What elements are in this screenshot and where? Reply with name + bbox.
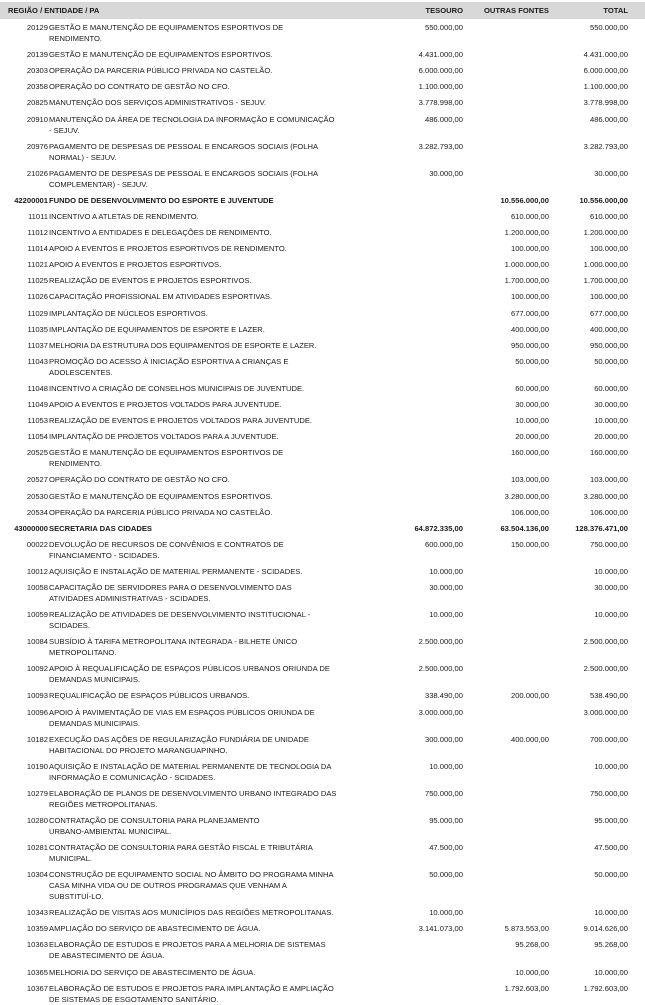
row-code: 11035	[27, 324, 48, 334]
row-code: 20527	[26, 475, 48, 485]
row-total: 1.700.000,00	[583, 276, 628, 286]
row-code: 11054	[27, 432, 48, 442]
row-total: 677.000,00	[589, 308, 628, 318]
row-outras-fontes: 1.200.000,00	[504, 228, 549, 237]
entity-row	[0, 523, 645, 534]
row-total: 700.000,00	[589, 734, 628, 744]
table-row	[0, 507, 645, 518]
row-total: 2.500.000,00	[583, 637, 628, 647]
table-row	[0, 842, 645, 864]
row-description: APOIO A EVENTOS E PROJETOS ESPORTIVOS.	[49, 260, 222, 270]
row-description: REALIZAÇÃO DE EVENTOS E PROJETOS VOLTADOS PARA JUVENTUDE.	[49, 416, 313, 426]
row-description: OPERAÇÃO DO CONTRATO DE GESTÃO NO CFO.	[49, 82, 230, 92]
row-total: 538.490,00	[589, 691, 628, 701]
row-outras-fontes: 610.000,00	[510, 211, 549, 221]
row-code: 10058	[26, 583, 48, 592]
row-description: APOIO A EVENTOS E PROJETOS VOLTADOS PARA JUVENTUDE.	[49, 400, 282, 409]
table-row	[0, 923, 645, 934]
row-total: 30.000,00	[594, 168, 628, 178]
row-total: 486.000,00	[589, 114, 628, 124]
row-code: 11049	[27, 400, 48, 409]
row-total: 50.000,00	[594, 870, 628, 880]
row-description: PROMOÇÃO DO ACESSO À INICIAÇÃO ESPORTIVA A CRIANÇAS E ADOLESCENTES.	[49, 356, 289, 377]
row-tesouro: 600.000,00	[424, 539, 463, 549]
row-outras-fontes: 5.873.553,00	[504, 924, 549, 934]
table-row	[0, 609, 645, 631]
row-description: CAPACITAÇÃO PROFISSIONAL EM ATIVIDADES ESPORTIVAS.	[49, 292, 273, 302]
row-code: 00022	[26, 539, 48, 549]
table-row	[0, 308, 645, 319]
row-outras-fontes: 103.000,00	[510, 475, 549, 485]
row-total: 30.000,00	[594, 583, 628, 592]
table-row	[0, 539, 645, 561]
row-tesouro: 3.000.000,00	[418, 707, 463, 717]
row-code: 42200001	[14, 195, 48, 205]
row-outras-fontes: 95.268,00	[515, 940, 549, 950]
row-total: 128.376.471,00	[575, 523, 628, 533]
table-row	[0, 168, 645, 190]
row-description: SUBSÍDIO À TARIFA METROPOLITANA INTEGRADA - BILHETE ÚNICO METROPOLITANO.	[49, 637, 298, 658]
row-total: 95.000,00	[594, 815, 628, 825]
row-code: 21026	[26, 168, 48, 178]
row-outras-fontes: 100.000,00	[510, 292, 549, 302]
row-tesouro: 47.500,00	[429, 843, 463, 852]
table-row	[0, 636, 645, 658]
table-row	[0, 431, 645, 442]
row-description: MELHORIA DA ESTRUTURA DOS EQUIPAMENTOS DE ESPORTE E LAZER.	[49, 340, 317, 350]
row-code: 10365	[26, 967, 48, 977]
row-code: 10279	[26, 788, 48, 798]
row-code: 10093	[26, 691, 48, 701]
row-description: MELHORIA DO SERVIÇO DE ABASTECIMENTO DE ÁGUA.	[49, 967, 256, 977]
row-code: 11025	[27, 276, 48, 286]
row-total: 10.000,00	[594, 967, 628, 977]
table-row	[0, 491, 645, 502]
row-description: CONTRATAÇÃO DE CONSULTORIA PARA PLANEJAMENTO URBANO-AMBIENTAL MUNICIPAL.	[49, 815, 260, 836]
row-tesouro: 550.000,00	[424, 23, 463, 32]
row-tesouro: 750.000,00	[424, 788, 463, 798]
table-row	[0, 141, 645, 163]
row-tesouro: 30.000,00	[429, 168, 463, 178]
row-outras-fontes: 10.000,00	[515, 416, 549, 426]
table-row	[0, 761, 645, 783]
row-code: 11011	[28, 211, 48, 221]
row-outras-fontes: 1.000.000,00	[504, 260, 549, 270]
row-tesouro: 3.282.793,00	[418, 141, 463, 151]
table-row	[0, 114, 645, 136]
row-outras-fontes: 50.000,00	[515, 356, 549, 366]
row-code: 10343	[26, 908, 48, 918]
table-row	[0, 815, 645, 837]
row-code: 20139	[26, 50, 48, 60]
row-description: INCENTIVO A ATLETAS DE RENDIMENTO.	[49, 211, 199, 221]
row-code: 11014	[27, 244, 48, 254]
row-code: 11012	[27, 228, 48, 237]
table-row	[0, 967, 645, 978]
table-row	[0, 788, 645, 810]
row-outras-fontes: 60.000,00	[515, 383, 549, 393]
row-total: 50.000,00	[594, 356, 628, 366]
row-code: 11037	[27, 340, 48, 350]
table-row	[0, 707, 645, 729]
row-outras-fontes: 10.556.000,00	[500, 195, 549, 205]
row-outras-fontes: 1.792.603,00	[504, 983, 549, 993]
row-total: 100.000,00	[589, 244, 628, 254]
row-description: AQUISIÇÃO E INSTALAÇÃO DE MATERIAL PERMANENTE - SCIDADES.	[49, 566, 303, 576]
row-total: 550.000,00	[589, 23, 628, 32]
header-tesouro: TESOURO	[425, 6, 463, 15]
row-description: IMPLANTAÇÃO DE EQUIPAMENTOS DE ESPORTE E LAZER.	[49, 324, 265, 334]
table-row	[0, 324, 645, 335]
row-outras-fontes: 677.000,00	[510, 308, 549, 318]
row-code: 10182	[26, 734, 48, 744]
row-total: 100.000,00	[589, 292, 628, 302]
table-row	[0, 869, 645, 902]
row-code: 11048	[27, 383, 48, 393]
row-description: ELABORAÇÃO DE ESTUDOS E PROJETOS PARA A MELHORIA DE SISTEMAS DE ABASTECIMENTO DE ÁGUA.	[49, 940, 326, 961]
row-description: APOIO À REQUALIFICAÇÃO DE ESPAÇOS PÚBLICOS URBANOS ORIUNDA DE DEMANDAS MUNICIPAIS.	[49, 664, 330, 685]
row-outras-fontes: 30.000,00	[515, 400, 549, 409]
row-description: SECRETARIA DAS CIDADES	[49, 523, 152, 533]
row-code: 10190	[26, 761, 48, 771]
row-description: CAPACITAÇÃO DE SERVIDORES PARA O DESENVOLVIMENTO DAS ATIVIDADES ADMINISTRATIVAS - SCIDADES.	[49, 583, 292, 603]
table-row	[0, 447, 645, 469]
row-code: 10304	[26, 870, 48, 880]
row-total: 1.200.000,00	[583, 228, 628, 237]
row-code: 20525	[26, 448, 48, 458]
row-outras-fontes: 63.504.136,00	[500, 523, 549, 533]
row-total: 1.100.000,00	[583, 82, 628, 92]
row-description: INCENTIVO A CRIAÇÃO DE CONSELHOS MUNICIPAIS DE JUVENTUDE.	[49, 383, 305, 393]
row-tesouro: 10.000,00	[429, 610, 463, 620]
row-description: REQUALIFICAÇÃO DE ESPAÇOS PÚBLICOS URBANOS.	[49, 691, 250, 701]
table-row	[0, 243, 645, 254]
row-total: 47.500,00	[594, 843, 628, 852]
row-total: 750.000,00	[589, 539, 628, 549]
row-outras-fontes: 400.000,00	[510, 324, 549, 334]
table-row	[0, 22, 645, 44]
row-tesouro: 1.100.000,00	[418, 82, 463, 92]
row-tesouro: 2.500.000,00	[418, 637, 463, 647]
row-code: 20910	[26, 114, 48, 124]
table-row	[0, 227, 645, 238]
row-tesouro: 3.778.998,00	[418, 98, 463, 108]
row-code: 43000000	[14, 523, 48, 533]
table-row	[0, 259, 645, 270]
row-total: 1.000.000,00	[583, 260, 628, 270]
table-row	[0, 65, 645, 76]
row-total: 60.000,00	[594, 383, 628, 393]
row-description: OPERAÇÃO DO CONTRATO DE GESTÃO NO CFO.	[49, 475, 230, 485]
table-row	[0, 415, 645, 426]
row-description: ELABORAÇÃO DE ESTUDOS E PROJETOS PARA IMPLANTAÇÃO E AMPLIAÇÃO DE SISTEMAS DE ESGOTAMENTO SANITÁRIO.	[49, 983, 334, 1004]
row-description: CONTRATAÇÃO DE CONSULTORIA PARA GESTÃO FISCAL E TRIBUTÁRIA MUNICIPAL.	[49, 843, 313, 863]
row-total: 10.000,00	[594, 566, 628, 576]
row-code: 20530	[26, 491, 48, 501]
row-tesouro: 95.000,00	[429, 815, 463, 825]
table-row	[0, 399, 645, 410]
row-description: OPERAÇÃO DA PARCERIA PÚBLICO PRIVADA NO CASTELÃO.	[49, 507, 273, 517]
row-total: 10.000,00	[594, 416, 628, 426]
row-description: OPERAÇÃO DA PARCERIA PÚBLICO PRIVADA NO CASTELÃO.	[49, 66, 273, 76]
row-tesouro: 10.000,00	[429, 566, 463, 576]
row-tesouro: 338.490,00	[424, 691, 463, 701]
row-description: REALIZAÇÃO DE ATIVIDADES DE DESENVOLVIMENTO INSTITUCIONAL - SCIDADES.	[49, 610, 311, 631]
row-code: 10367	[26, 983, 48, 993]
row-total: 10.000,00	[594, 610, 628, 620]
row-outras-fontes: 106.000,00	[510, 507, 549, 517]
row-tesouro: 64.872.335,00	[414, 523, 463, 533]
row-total: 10.000,00	[594, 908, 628, 918]
row-description: EXECUÇÃO DAS AÇÕES DE REGULARIZAÇÃO FUNDIÁRIA DE UNIDADE HABITACIONAL DO PROJETO MARANGUAPINHO.	[49, 734, 309, 755]
table-row	[0, 566, 645, 577]
row-outras-fontes: 100.000,00	[510, 244, 549, 254]
row-code: 10359	[26, 924, 48, 934]
row-description: FUNDO DE DESENVOLVIMENTO DO ESPORTE E JUVENTUDE	[49, 195, 274, 205]
row-description: INCENTIVO A ENTIDADES E DELEGAÇÕES DE RENDIMENTO.	[49, 228, 272, 237]
row-description: CONSTRUÇÃO DE EQUIPAMENTO SOCIAL NO ÂMBITO DO PROGRAMA MINHA CASA MINHA VIDA OU DE OUTROS PROGRAMAS QUE VENHAM A SUBSTITUÍ-LO.	[49, 870, 334, 902]
row-description: IMPLANTAÇÃO DE PROJETOS VOLTADOS PARA A JUVENTUDE.	[49, 432, 279, 442]
table-row	[0, 663, 645, 685]
row-description: AMPLIAÇÃO DO SERVIÇO DE ABASTECIMENTO DE ÁGUA.	[49, 924, 261, 934]
row-code: 20825	[26, 98, 48, 108]
row-code: 20303	[26, 66, 48, 76]
table-row	[0, 81, 645, 92]
header-outras-fontes: OUTRAS FONTES	[484, 6, 549, 15]
row-code: 10092	[26, 664, 48, 674]
row-tesouro: 300.000,00	[424, 734, 463, 744]
row-code: 10280	[26, 815, 48, 825]
row-total: 1.792.603,00	[583, 983, 628, 993]
row-outras-fontes: 20.000,00	[515, 432, 549, 442]
row-code: 20534	[26, 507, 48, 517]
row-total: 3.778.998,00	[583, 98, 628, 108]
row-outras-fontes: 950.000,00	[510, 340, 549, 350]
row-outras-fontes: 3.280.000,00	[504, 491, 549, 501]
row-code: 10084	[26, 637, 48, 647]
row-description: AQUISIÇÃO E INSTALAÇÃO DE MATERIAL PERMANENTE DE TECNOLOGIA DA INFORMAÇÃO E COMUNICAÇÃO - SCIDADES.	[49, 761, 332, 782]
table-row	[0, 340, 645, 351]
row-outras-fontes: 1.700.000,00	[504, 276, 549, 286]
row-total: 20.000,00	[594, 432, 628, 442]
row-tesouro: 3.141.073,00	[418, 924, 463, 934]
row-outras-fontes: 10.000,00	[515, 967, 549, 977]
row-code: 10096	[26, 707, 48, 717]
row-description: IMPLANTAÇÃO DE NÚCLEOS ESPORTIVOS.	[49, 308, 208, 318]
table-row	[0, 582, 645, 604]
row-total: 400.000,00	[589, 324, 628, 334]
row-description: PAGAMENTO DE DESPESAS DE PESSOAL E ENCARGOS SOCIAIS (FOLHA NORMAL) - SEJUV.	[49, 141, 319, 162]
row-tesouro: 486.000,00	[424, 114, 463, 124]
row-tesouro: 4.431.000,00	[418, 50, 463, 60]
row-code: 10059	[26, 610, 48, 620]
row-description: GESTÃO E MANUTENÇÃO DE EQUIPAMENTOS ESPORTIVOS DE RENDIMENTO.	[49, 23, 284, 43]
row-description: REALIZAÇÃO DE EVENTOS E PROJETOS ESPORTIVOS.	[49, 276, 252, 286]
row-description: PAGAMENTO DE DESPESAS DE PESSOAL E ENCARGOS SOCIAIS (FOLHA COMPLEMENTAR) - SEJUV.	[49, 168, 319, 189]
row-total: 9.014.626,00	[583, 924, 628, 934]
row-code: 10363	[26, 940, 48, 950]
table-row	[0, 907, 645, 918]
row-total: 10.556.000,00	[579, 195, 628, 205]
row-outras-fontes: 200.000,00	[510, 691, 549, 701]
row-total: 4.431.000,00	[583, 50, 628, 60]
row-description: APOIO À PAVIMENTAÇÃO DE VIAS EM ESPAÇOS PÚBLICOS ORIUNDA DE DEMANDAS MUNICIPAIS.	[49, 707, 315, 728]
row-description: GESTÃO E MANUTENÇÃO DE EQUIPAMENTOS ESPORTIVOS.	[49, 50, 273, 60]
row-total: 750.000,00	[589, 788, 628, 798]
row-tesouro: 2.500.000,00	[418, 664, 463, 674]
row-total: 95.268,00	[594, 940, 628, 950]
row-tesouro: 10.000,00	[429, 908, 463, 918]
row-code: 11053	[27, 416, 48, 426]
row-description: APOIO A EVENTOS E PROJETOS ESPORTIVOS DE RENDIMENTO.	[49, 244, 287, 254]
header-total: TOTAL	[603, 6, 628, 15]
table-row	[0, 383, 645, 394]
row-description: DEVOLUÇÃO DE RECURSOS DE CONVÊNIOS E CONTRATOS DE FINANCIAMENTO - SCIDADES.	[49, 539, 284, 560]
row-total: 6.000.000,00	[583, 66, 628, 76]
row-tesouro: 6.000.000,00	[418, 66, 463, 76]
row-total: 106.000,00	[589, 507, 628, 517]
row-tesouro: 50.000,00	[429, 870, 463, 880]
row-description: MANUTENÇÃO DOS SERVIÇOS ADMINISTRATIVOS - SEJUV.	[49, 98, 267, 108]
row-total: 3.282.793,00	[583, 141, 628, 151]
table-row	[0, 356, 645, 378]
row-code: 20358	[26, 82, 48, 92]
table-row	[0, 291, 645, 302]
row-outras-fontes: 400.000,00	[510, 734, 549, 744]
row-code: 20976	[26, 141, 48, 151]
row-total: 10.000,00	[594, 761, 628, 771]
table-row	[0, 97, 645, 108]
row-code: 20129	[26, 23, 48, 32]
table-header	[0, 2, 645, 19]
row-code: 11026	[27, 292, 48, 302]
row-total: 2.500.000,00	[583, 664, 628, 674]
row-tesouro: 30.000,00	[429, 583, 463, 592]
row-total: 160.000,00	[589, 448, 628, 458]
row-code: 11043	[27, 356, 48, 366]
row-total: 3.280.000,00	[583, 491, 628, 501]
row-outras-fontes: 160.000,00	[510, 448, 549, 458]
row-code: 10012	[26, 566, 48, 576]
table-row	[0, 734, 645, 756]
table-row	[0, 474, 645, 485]
row-outras-fontes: 150.000,00	[510, 539, 549, 549]
row-total: 950.000,00	[589, 340, 628, 350]
row-code: 11029	[27, 308, 48, 318]
row-total: 103.000,00	[589, 475, 628, 485]
row-total: 30.000,00	[594, 400, 628, 409]
table-row	[0, 275, 645, 286]
row-code: 10281	[26, 843, 48, 852]
row-total: 610.000,00	[589, 211, 628, 221]
table-row	[0, 211, 645, 222]
row-tesouro: 10.000,00	[429, 761, 463, 771]
table-row	[0, 690, 645, 701]
row-description: GESTÃO E MANUTENÇÃO DE EQUIPAMENTOS ESPORTIVOS.	[49, 491, 273, 501]
header-region: REGIÃO / ENTIDADE / PA	[8, 6, 100, 15]
row-description: GESTÃO E MANUTENÇÃO DE EQUIPAMENTOS ESPORTIVOS DE RENDIMENTO.	[49, 448, 284, 469]
table-row	[0, 49, 645, 60]
row-description: MANUTENÇÃO DA ÁREA DE TECNOLOGIA DA INFORMAÇÃO E COMUNICAÇÃO - SEJUV.	[49, 114, 335, 135]
row-description: REALIZAÇÃO DE VISITAS AOS MUNICÍPIOS DAS REGIÕES METROPOLITANAS.	[49, 908, 334, 918]
table-row	[0, 983, 645, 1005]
row-description: ELABORAÇÃO DE PLANOS DE DESENVOLVIMENTO URBANO INTEGRADO DAS REGIÕES METROPOLITANAS.	[49, 788, 337, 809]
table-row	[0, 939, 645, 961]
row-total: 3.000.000,00	[583, 707, 628, 717]
row-code: 11021	[27, 260, 48, 270]
entity-row	[0, 195, 645, 206]
